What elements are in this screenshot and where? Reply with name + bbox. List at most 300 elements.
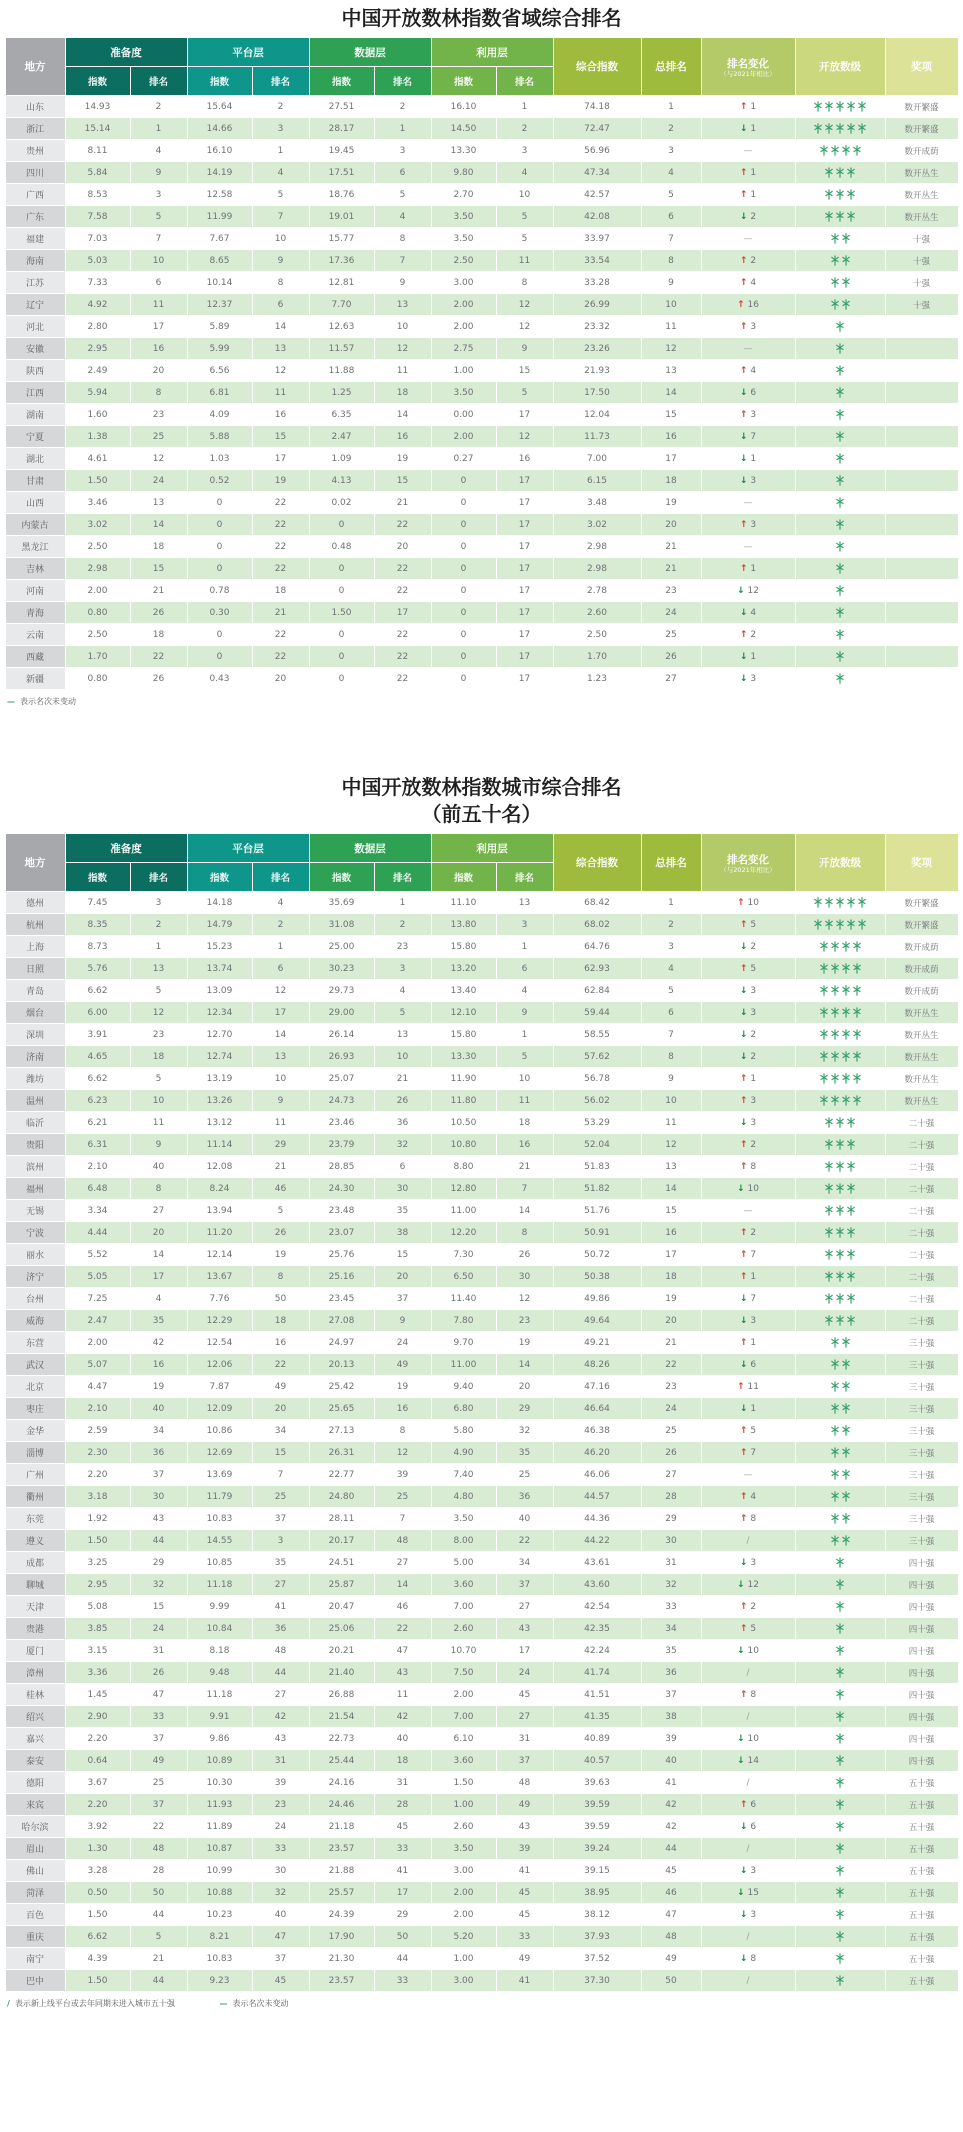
composite-index: 41.35 (553, 1706, 641, 1728)
data-index: 20.13 (309, 1354, 374, 1376)
ready-rank: 5 (130, 1926, 187, 1948)
ready-index: 7.25 (65, 1288, 130, 1310)
award: 二十强 (885, 1112, 958, 1134)
tree-icon (831, 255, 839, 266)
rank-change (701, 1442, 795, 1464)
total-rank: 13 (641, 1156, 701, 1178)
rank-change (701, 1486, 795, 1508)
tree-icon (853, 1051, 861, 1062)
change-value: 5 (750, 963, 757, 974)
open-data-level (795, 1662, 885, 1684)
up-arrow-icon: ↑ (739, 1139, 748, 1150)
data-rank: 33 (374, 1838, 431, 1860)
change-value: 3 (750, 475, 757, 486)
tree-icon (831, 1447, 839, 1458)
platform-index: 10.85 (187, 1552, 252, 1574)
tree-icon (836, 1931, 844, 1942)
open-data-level (795, 936, 885, 958)
award: 三十强 (885, 1376, 958, 1398)
tree-icon (825, 1183, 833, 1194)
table-row (5, 360, 958, 382)
tree-icon (825, 211, 833, 222)
rank-change (701, 1772, 795, 1794)
platform-rank: 1 (252, 936, 309, 958)
composite-index: 2.98 (553, 536, 641, 558)
tree-icon (814, 897, 822, 908)
region-name: 嘉兴 (5, 1728, 65, 1750)
total-rank: 27 (641, 668, 701, 690)
award (885, 382, 958, 404)
use-index: 2.60 (431, 1618, 496, 1640)
data-index: 23.57 (309, 1838, 374, 1860)
platform-index: 12.06 (187, 1354, 252, 1376)
tree-icon (847, 167, 855, 178)
data-index: 17.90 (309, 1926, 374, 1948)
tree-icon (847, 1271, 855, 1282)
tree-icon (847, 189, 855, 200)
ready-rank: 28 (130, 1860, 187, 1882)
open-data-level (795, 1596, 885, 1618)
change-value: 12 (747, 585, 759, 596)
use-index: 7.00 (431, 1706, 496, 1728)
platform-index: 5.89 (187, 316, 252, 338)
region-name: 滨州 (5, 1156, 65, 1178)
use-rank: 10 (496, 184, 553, 206)
platform-rank: 14 (252, 1024, 309, 1046)
platform-index: 12.09 (187, 1398, 252, 1420)
use-rank: 45 (496, 1882, 553, 1904)
data-rank: 31 (374, 1772, 431, 1794)
tree-icon (836, 1755, 844, 1766)
data-rank: 26 (374, 1090, 431, 1112)
ready-rank: 2 (130, 96, 187, 118)
composite-index: 11.73 (553, 426, 641, 448)
tree-icon (836, 897, 844, 908)
region-name: 福州 (5, 1178, 65, 1200)
platform-index: 4.09 (187, 404, 252, 426)
platform-index: 5.88 (187, 426, 252, 448)
award: 四十强 (885, 1684, 958, 1706)
platform-index: 13.26 (187, 1090, 252, 1112)
data-index: 27.08 (309, 1310, 374, 1332)
open-data-level (795, 1816, 885, 1838)
total-rank: 18 (641, 1266, 701, 1288)
total-rank: 35 (641, 1640, 701, 1662)
col-header-rank: 排名 (130, 863, 187, 892)
platform-rank: 9 (252, 250, 309, 272)
open-data-level (795, 206, 885, 228)
legend-item (7, 1998, 175, 2009)
table-row (5, 1376, 958, 1398)
table-row (5, 914, 958, 936)
data-rank: 36 (374, 1112, 431, 1134)
rank-change (701, 118, 795, 140)
award: 二十强 (885, 1244, 958, 1266)
region-name: 哈尔滨 (5, 1816, 65, 1838)
legend-text: 表示名次未变动 (232, 1999, 289, 2009)
ready-rank: 10 (130, 250, 187, 272)
ready-rank: 23 (130, 404, 187, 426)
platform-rank: 45 (252, 1970, 309, 1992)
composite-index: 41.74 (553, 1662, 641, 1684)
use-index: 8.80 (431, 1156, 496, 1178)
rank-change (701, 1926, 795, 1948)
total-rank: 45 (641, 1860, 701, 1882)
platform-index: 11.99 (187, 206, 252, 228)
col-header-rank-change: 排名变化 （与2021年相比） (701, 834, 795, 892)
total-rank: 14 (641, 1178, 701, 1200)
up-arrow-icon: ↑ (739, 321, 748, 332)
total-rank: 9 (641, 272, 701, 294)
down-arrow-icon: ↓ (737, 1887, 745, 1898)
open-data-level (795, 1244, 885, 1266)
change-value: 10 (747, 1183, 759, 1194)
open-data-level (795, 958, 885, 980)
ready-rank: 21 (130, 580, 187, 602)
table-row (5, 1002, 958, 1024)
use-rank: 17 (496, 602, 553, 624)
region-name: 临沂 (5, 1112, 65, 1134)
ready-index: 5.07 (65, 1354, 130, 1376)
composite-index: 33.28 (553, 272, 641, 294)
down-arrow-icon: ↓ (739, 1117, 748, 1128)
platform-index: 12.70 (187, 1024, 252, 1046)
use-index: 3.50 (431, 206, 496, 228)
ready-rank: 37 (130, 1728, 187, 1750)
tree-icon (842, 1491, 850, 1502)
region-name: 丽水 (5, 1244, 65, 1266)
ready-rank: 11 (130, 294, 187, 316)
use-rank: 22 (496, 1530, 553, 1552)
ready-rank: 29 (130, 1552, 187, 1574)
up-arrow-icon: ↑ (739, 563, 748, 574)
composite-index: 50.38 (553, 1266, 641, 1288)
ready-rank: 16 (130, 338, 187, 360)
up-arrow-icon: ↑ (739, 1227, 748, 1238)
rank-change (701, 892, 795, 914)
open-data-level (795, 1442, 885, 1464)
change-value: 1 (750, 1073, 757, 1084)
ready-rank: 9 (130, 1134, 187, 1156)
use-rank: 16 (496, 448, 553, 470)
ready-rank: 19 (130, 1376, 187, 1398)
rank-change (701, 1222, 795, 1244)
open-data-level (795, 558, 885, 580)
ready-rank: 44 (130, 1530, 187, 1552)
ready-rank: 14 (130, 514, 187, 536)
use-rank: 4 (496, 162, 553, 184)
open-data-level (795, 1640, 885, 1662)
col-header-index: 指数 (187, 863, 252, 892)
table-row (5, 1552, 958, 1574)
ready-rank: 22 (130, 1816, 187, 1838)
rank-change (701, 1618, 795, 1640)
data-rank: 12 (374, 1442, 431, 1464)
use-rank: 26 (496, 1244, 553, 1266)
use-rank: 5 (496, 382, 553, 404)
total-rank: 7 (641, 1024, 701, 1046)
use-index: 5.20 (431, 1926, 496, 1948)
data-rank: 23 (374, 936, 431, 958)
table-row (5, 1332, 958, 1354)
composite-index: 56.78 (553, 1068, 641, 1090)
region-name: 无锡 (5, 1200, 65, 1222)
award (885, 470, 958, 492)
up-arrow-icon: ↑ (737, 299, 745, 310)
award (885, 580, 958, 602)
change-value: 14 (747, 1755, 759, 1766)
region-name: 宁波 (5, 1222, 65, 1244)
composite-index: 46.06 (553, 1464, 641, 1486)
tree-icon (831, 1513, 839, 1524)
platform-index: 0.78 (187, 580, 252, 602)
tree-icon (825, 1117, 833, 1128)
ready-index: 3.34 (65, 1200, 130, 1222)
tree-icon (836, 431, 844, 442)
change-value: 3 (750, 409, 757, 420)
col-header-group: 准备度 (65, 38, 187, 67)
tree-icon (820, 941, 828, 952)
platform-index: 12.08 (187, 1156, 252, 1178)
tree-icon (858, 101, 866, 112)
total-rank: 23 (641, 1376, 701, 1398)
region-name: 厦门 (5, 1640, 65, 1662)
tree-icon (836, 1271, 844, 1282)
platform-index: 11.18 (187, 1684, 252, 1706)
composite-index: 37.52 (553, 1948, 641, 1970)
use-index: 4.90 (431, 1442, 496, 1464)
open-data-level (795, 624, 885, 646)
composite-index: 43.61 (553, 1552, 641, 1574)
rank-change (701, 404, 795, 426)
data-index: 23.45 (309, 1288, 374, 1310)
platform-rank: 23 (252, 1794, 309, 1816)
use-rank: 40 (496, 1508, 553, 1530)
change-value: 5 (750, 1623, 757, 1634)
table-row (5, 514, 958, 536)
award (885, 448, 958, 470)
platform-index: 11.20 (187, 1222, 252, 1244)
ready-index: 6.21 (65, 1112, 130, 1134)
composite-index: 40.89 (553, 1728, 641, 1750)
tree-icon (820, 145, 828, 156)
change-value: 3 (750, 985, 757, 996)
change-value: 3 (750, 321, 757, 332)
composite-index: 49.86 (553, 1288, 641, 1310)
change-value: 2 (750, 1227, 757, 1238)
change-value: 1 (750, 651, 757, 662)
total-rank: 24 (641, 1398, 701, 1420)
ready-index: 2.47 (65, 1310, 130, 1332)
platform-rank: 2 (252, 914, 309, 936)
table-row (5, 1112, 958, 1134)
up-arrow-icon: ↑ (739, 1601, 748, 1612)
platform-rank: 5 (252, 1200, 309, 1222)
platform-index: 7.67 (187, 228, 252, 250)
platform-rank: 30 (252, 1860, 309, 1882)
tree-icon (831, 1337, 839, 1348)
platform-rank: 21 (252, 1156, 309, 1178)
data-rank: 15 (374, 1244, 431, 1266)
total-rank: 49 (641, 1948, 701, 1970)
use-rank: 29 (496, 1398, 553, 1420)
ready-index: 5.76 (65, 958, 130, 980)
composite-index: 42.57 (553, 184, 641, 206)
rank-change (701, 184, 795, 206)
up-arrow-icon: ↑ (739, 1249, 748, 1260)
tree-icon (847, 1161, 855, 1172)
use-index: 1.50 (431, 1772, 496, 1794)
platform-rank: 22 (252, 1354, 309, 1376)
tree-icon (853, 941, 861, 952)
platform-rank: 11 (252, 1112, 309, 1134)
rank-change (701, 382, 795, 404)
platform-rank: 33 (252, 1838, 309, 1860)
region-name: 安徽 (5, 338, 65, 360)
composite-index: 42.54 (553, 1596, 641, 1618)
open-data-level (795, 1530, 885, 1552)
total-rank: 11 (641, 316, 701, 338)
open-data-level (795, 1552, 885, 1574)
tree-icon (825, 1271, 833, 1282)
tree-icon (842, 941, 850, 952)
open-data-level (795, 1794, 885, 1816)
data-rank: 10 (374, 1046, 431, 1068)
ready-index: 6.48 (65, 1178, 130, 1200)
use-index: 10.80 (431, 1134, 496, 1156)
data-index: 0 (309, 558, 374, 580)
rank-change (701, 140, 795, 162)
total-rank: 17 (641, 448, 701, 470)
up-arrow-icon: ↑ (739, 1623, 748, 1634)
data-index: 21.88 (309, 1860, 374, 1882)
platform-rank: 6 (252, 294, 309, 316)
down-arrow-icon: ↓ (739, 1953, 748, 1964)
tree-icon (836, 1777, 844, 1788)
use-rank: 12 (496, 1288, 553, 1310)
ready-index: 8.35 (65, 914, 130, 936)
use-index: 13.40 (431, 980, 496, 1002)
data-rank: 19 (374, 448, 431, 470)
table-row (5, 492, 958, 514)
tree-icon (820, 985, 828, 996)
platform-rank: 32 (252, 1882, 309, 1904)
open-data-level (795, 1970, 885, 1992)
open-data-level (795, 382, 885, 404)
change-value: 7 (750, 1293, 757, 1304)
tree-icon (825, 1315, 833, 1326)
use-index: 0 (431, 470, 496, 492)
use-index: 13.80 (431, 914, 496, 936)
change-value: 3 (750, 519, 757, 530)
ready-index: 2.98 (65, 558, 130, 580)
tree-icon (842, 1469, 850, 1480)
tree-icon (836, 1689, 844, 1700)
use-rank: 11 (496, 250, 553, 272)
open-data-level (795, 1134, 885, 1156)
platform-rank: 17 (252, 1002, 309, 1024)
use-index: 11.00 (431, 1354, 496, 1376)
data-index: 24.30 (309, 1178, 374, 1200)
tree-icon (825, 1249, 833, 1260)
composite-index: 72.47 (553, 118, 641, 140)
col-header-index: 指数 (431, 67, 496, 96)
use-index: 0 (431, 580, 496, 602)
tree-icon (842, 1425, 850, 1436)
use-rank: 17 (496, 492, 553, 514)
total-rank: 25 (641, 624, 701, 646)
platform-index: 0 (187, 514, 252, 536)
down-arrow-icon: ↓ (739, 211, 748, 222)
ready-rank: 20 (130, 360, 187, 382)
open-data-level (795, 1420, 885, 1442)
composite-index: 23.26 (553, 338, 641, 360)
total-rank: 20 (641, 1310, 701, 1332)
use-index: 0 (431, 558, 496, 580)
total-rank: 40 (641, 1750, 701, 1772)
data-rank: 1 (374, 118, 431, 140)
use-index: 11.80 (431, 1090, 496, 1112)
award: 五十强 (885, 1838, 958, 1860)
data-rank: 2 (374, 914, 431, 936)
rank-change (701, 1948, 795, 1970)
use-index: 3.50 (431, 1838, 496, 1860)
composite-index: 56.96 (553, 140, 641, 162)
total-rank: 42 (641, 1816, 701, 1838)
platform-rank: 16 (252, 404, 309, 426)
award (885, 404, 958, 426)
data-index: 28.17 (309, 118, 374, 140)
use-index: 2.00 (431, 294, 496, 316)
ready-rank: 8 (130, 1178, 187, 1200)
col-header-open-data-level: 开放数级 (795, 834, 885, 892)
ready-index: 3.02 (65, 514, 130, 536)
use-rank: 1 (496, 96, 553, 118)
total-rank: 24 (641, 602, 701, 624)
data-rank: 3 (374, 140, 431, 162)
ready-rank: 10 (130, 1090, 187, 1112)
total-rank: 26 (641, 1442, 701, 1464)
total-rank: 15 (641, 404, 701, 426)
region-name: 吉林 (5, 558, 65, 580)
award: 三十强 (885, 1486, 958, 1508)
award: 二十强 (885, 1156, 958, 1178)
platform-index: 14.18 (187, 892, 252, 914)
use-index: 16.10 (431, 96, 496, 118)
open-data-level (795, 580, 885, 602)
use-index: 5.80 (431, 1420, 496, 1442)
open-data-level (795, 1068, 885, 1090)
data-rank: 38 (374, 1222, 431, 1244)
unchanged-icon: — (7, 697, 15, 707)
ready-rank: 6 (130, 272, 187, 294)
data-rank: 42 (374, 1706, 431, 1728)
data-index: 25.16 (309, 1266, 374, 1288)
data-rank: 22 (374, 624, 431, 646)
composite-index: 39.15 (553, 1860, 641, 1882)
down-arrow-icon: ↓ (739, 607, 748, 618)
use-rank: 31 (496, 1728, 553, 1750)
open-data-level (795, 1838, 885, 1860)
use-index: 6.10 (431, 1728, 496, 1750)
use-index: 13.30 (431, 1046, 496, 1068)
rank-change (701, 1398, 795, 1420)
data-index: 28.85 (309, 1156, 374, 1178)
composite-index: 39.24 (553, 1838, 641, 1860)
use-index: 2.00 (431, 1882, 496, 1904)
composite-index: 43.60 (553, 1574, 641, 1596)
composite-index: 59.44 (553, 1002, 641, 1024)
